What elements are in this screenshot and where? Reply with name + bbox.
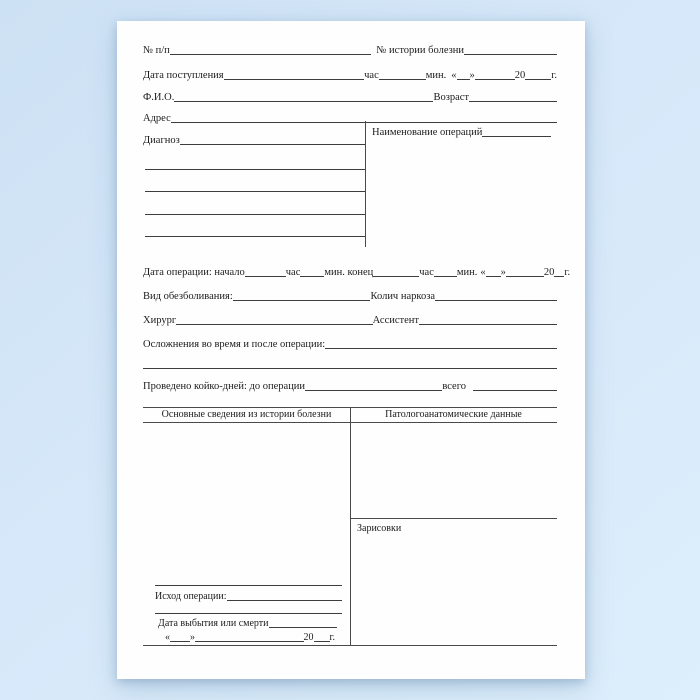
hour-label: час — [364, 70, 379, 81]
discharge-date-blank-line — [269, 627, 338, 628]
year-suffix: г. — [551, 70, 557, 81]
outcome-blank-line-below — [155, 613, 342, 614]
diagnosis-blank-line — [145, 236, 365, 237]
hour-blank-line — [300, 276, 324, 277]
admission-date-blank-line — [224, 79, 364, 80]
day-blank-line — [170, 641, 190, 642]
outcome-blank-line — [227, 600, 342, 601]
row-bed-days — [143, 379, 557, 393]
row-complications — [143, 337, 557, 351]
sketches-cell — [351, 518, 557, 645]
outcome-blank-line-above — [155, 585, 342, 586]
narcosis-blank-line — [435, 300, 557, 301]
year-prefix: 20 — [514, 70, 526, 81]
diagnosis-blank-line — [145, 169, 365, 170]
quote-open: « — [480, 267, 486, 278]
hour-label: час — [419, 267, 434, 278]
narcosis-label: Колич наркоза — [370, 291, 435, 302]
diagnosis-operations-section — [143, 121, 557, 247]
assistant-blank-line — [419, 324, 557, 325]
diagnosis-label: Диагноз — [143, 135, 180, 146]
fio-blank-line — [174, 101, 433, 102]
npp-label: № п/п — [143, 45, 170, 56]
operations-blank-line — [482, 136, 551, 137]
history-number-blank-line — [464, 54, 557, 55]
minute-label: мин. — [425, 70, 447, 81]
end-blank-line — [373, 276, 419, 277]
complications-blank-line — [325, 348, 557, 349]
quote-close: » — [469, 70, 475, 81]
row-discharge-date — [158, 616, 337, 630]
surgeon-label: Хирург — [143, 315, 177, 326]
row-operation-date — [143, 265, 571, 279]
table-header-pathology: Патологоанатомические данные — [385, 409, 522, 420]
complications-label: Осложнения во время и после операции: — [143, 339, 326, 350]
year-blank-line — [525, 79, 551, 80]
year-prefix: 20 — [303, 632, 314, 643]
row-operations — [372, 125, 551, 139]
row-anesthesia — [143, 289, 557, 303]
surgeon-blank-line — [176, 324, 372, 325]
age-blank-line — [469, 101, 557, 102]
paper-form-sheet — [117, 21, 585, 679]
diagnosis-blank-line — [145, 214, 365, 215]
month-blank-line — [475, 79, 515, 80]
year-prefix: 20 — [543, 267, 555, 278]
assistant-label: Ассистент — [372, 315, 419, 326]
day-blank-line — [457, 79, 470, 80]
quote-close: » — [500, 267, 506, 278]
year-blank-line — [554, 276, 564, 277]
history-number-label: № истории болезни — [376, 45, 464, 56]
diagnosis-blank-line — [145, 191, 365, 192]
fio-label: Ф.И.О. — [143, 92, 175, 103]
operation-date-label: Дата операции: начало — [143, 267, 245, 278]
start-blank-line — [245, 276, 286, 277]
age-label: Возраст — [433, 92, 469, 103]
anesthesia-blank-line — [233, 300, 371, 301]
month-blank-line — [506, 276, 544, 277]
hour-blank-line — [379, 79, 426, 80]
admission-date-label: Дата поступления — [143, 70, 224, 81]
row-surgeon — [143, 313, 557, 327]
complications-blank-line-2 — [143, 368, 557, 369]
discharge-date-label: Дата выбытия или смерти — [158, 618, 269, 629]
npp-blank-line — [170, 54, 372, 55]
row-diagnosis — [143, 133, 365, 147]
year-suffix: г. — [564, 267, 571, 278]
operations-column — [365, 121, 557, 247]
row-discharge-day — [165, 630, 335, 644]
table-header-history: Основные сведения из истории болезни — [161, 409, 332, 420]
address-label: Адрес — [143, 113, 171, 124]
total-blank-line — [473, 390, 557, 391]
anesthesia-label: Вид обезболивания: — [143, 291, 233, 302]
hour-blank-line — [434, 276, 457, 277]
bed-days-blank-line — [305, 390, 442, 391]
year-blank-line — [314, 641, 330, 642]
minute-end-label: мин. конец — [324, 267, 374, 278]
history-pathology-table — [143, 407, 557, 646]
sketches-label: Зарисовки — [357, 523, 402, 534]
row-admission-date — [143, 68, 557, 82]
quote-open: « — [451, 70, 457, 81]
diagnosis-blank-line — [180, 144, 365, 145]
outcome-label: Исход операции: — [155, 591, 227, 602]
operations-label: Наименование операций — [372, 127, 483, 138]
total-label: всего — [442, 381, 466, 392]
month-blank-line — [195, 641, 304, 642]
row-number — [143, 43, 557, 57]
row-outcome — [155, 589, 342, 603]
quote-open: « — [165, 632, 170, 643]
minute-label: мин. — [456, 267, 478, 278]
bed-days-label: Проведено койко-дней: до операции — [143, 381, 306, 392]
quote-close: » — [190, 632, 195, 643]
row-fio — [143, 90, 557, 104]
hour-label: час — [285, 267, 301, 278]
day-blank-line — [486, 276, 501, 277]
year-suffix: г. — [329, 632, 335, 643]
diagnosis-column — [143, 121, 365, 247]
